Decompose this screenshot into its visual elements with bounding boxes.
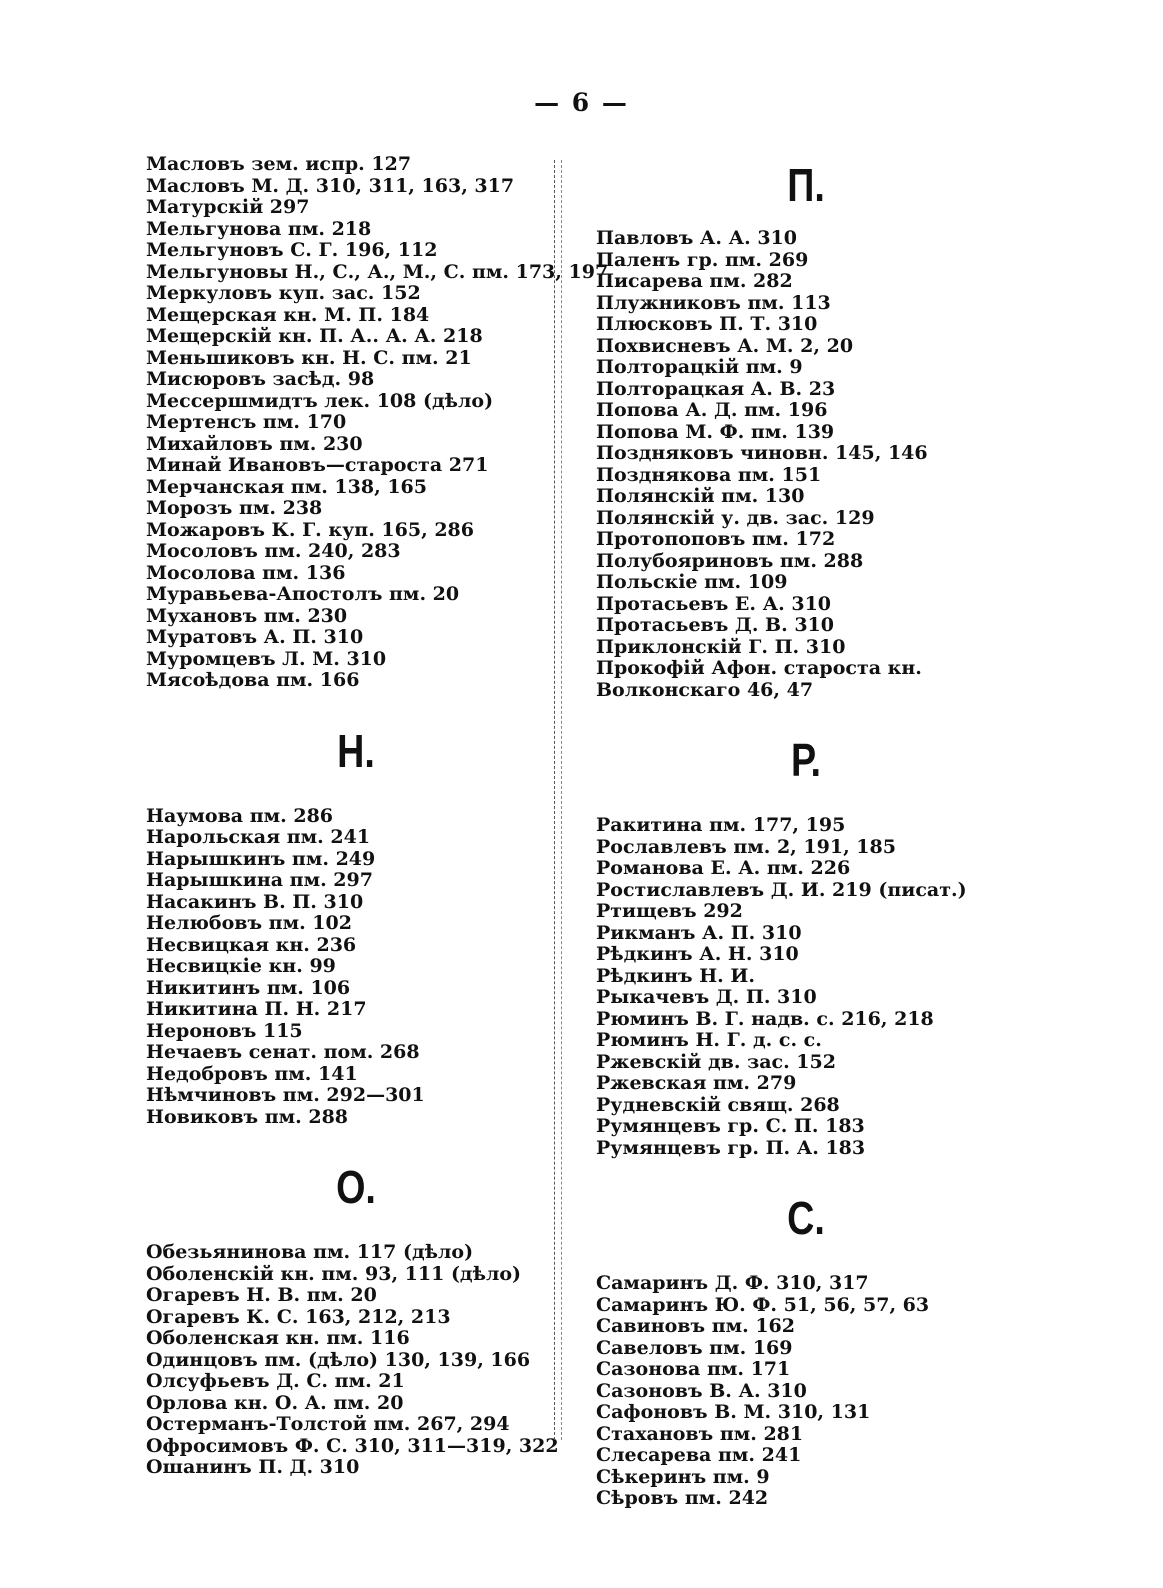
index-entry: Рюминъ Н. Г. д. с. с. bbox=[596, 1029, 822, 1051]
index-entry: Самаринъ Ю. Ф. 51, 56, 57, 63 bbox=[596, 1293, 930, 1316]
entries-n bbox=[146, 806, 566, 1129]
index-entry: Муратовъ А. П. 310 bbox=[146, 626, 364, 648]
index-entry: Паленъ гр. пм. 269 bbox=[596, 248, 809, 271]
index-entry: Протасьевъ Е. А. 310 bbox=[596, 592, 832, 615]
index-entry: Рыкачевъ Д. П. 310 bbox=[596, 986, 817, 1008]
index-entry: Рѣдкинъ А. Н. 310 bbox=[596, 943, 799, 965]
section-s bbox=[596, 1192, 1016, 1510]
index-entry: Приклонскій Г. П. 310 bbox=[596, 635, 846, 658]
index-entry: Мертенсъ пм. 170 bbox=[146, 411, 347, 433]
index-entry: Масловъ зем. испр. 127 bbox=[146, 153, 412, 175]
index-entry: Ошанинъ П. Д. 310 bbox=[146, 1456, 360, 1478]
index-entry: Самаринъ Д. Ф. 310, 317 bbox=[596, 1272, 869, 1294]
index-entry: Мясоѣдова пм. 166 bbox=[146, 669, 360, 691]
index-entry: Нарышкина пм. 297 bbox=[146, 869, 373, 891]
index-entry: Можаровъ К. Г. куп. 165, 286 bbox=[146, 518, 474, 541]
index-entry: Офросимовъ Ф. С. 310, 311—319, 322 bbox=[146, 1434, 559, 1457]
index-entry: Морозъ пм. 238 bbox=[146, 497, 323, 519]
right-column bbox=[596, 154, 1016, 1510]
index-entry: Нечаевъ сенат. пом. 268 bbox=[146, 1041, 420, 1063]
index-entry: Ростиславлевъ Д. И. 219 (писат.) bbox=[596, 878, 967, 901]
entries-p bbox=[596, 228, 1016, 701]
index-entry: Романова Е. А. пм. 226 bbox=[596, 857, 851, 879]
index-entry: Полторацкая А. В. 23 bbox=[596, 377, 836, 400]
index-entry: Ракитина пм. 177, 195 bbox=[596, 814, 846, 836]
section-m-continued bbox=[146, 153, 609, 692]
entries-s bbox=[596, 1273, 1016, 1510]
index-entry: Сазоновъ В. А. 310 bbox=[596, 1379, 807, 1402]
index-entry: Протасьевъ Д. В. 310 bbox=[596, 614, 835, 636]
index-entry: Мосолова пм. 136 bbox=[146, 561, 346, 584]
index-entry: Прокофій Афон. староста кн. Волконскаго 46, 47 bbox=[596, 657, 922, 701]
index-entry: Матурскій 297 bbox=[146, 196, 310, 218]
entries-m bbox=[146, 153, 609, 692]
column-divider bbox=[554, 160, 562, 1440]
index-entry: Нарышкинъ пм. 249 bbox=[146, 847, 376, 870]
index-entry: Оболенскій кн. пм. 93, 111 (дѣло) bbox=[146, 1262, 522, 1285]
index-entry: Меркуловъ куп. зас. 152 bbox=[146, 282, 421, 304]
index-entry: Орлова кн. О. А. пм. 20 bbox=[146, 1391, 404, 1414]
index-entry: Несвицкая кн. 236 bbox=[146, 933, 357, 956]
index-entry: Сѣкеринъ пм. 9 bbox=[596, 1465, 770, 1488]
index-entry: Полянскій у. дв. зас. 129 bbox=[596, 506, 875, 529]
index-entry: Попова А. Д. пм. 196 bbox=[596, 399, 828, 421]
index-entry: Протопоповъ пм. 172 bbox=[596, 528, 836, 550]
left-column bbox=[146, 153, 609, 1479]
index-entry: Попова М. Ф. пм. 139 bbox=[596, 420, 835, 443]
index-entry: Насакинъ В. П. 310 bbox=[146, 890, 364, 913]
index-entry: Румянцевъ гр. П. А. 183 bbox=[596, 1136, 866, 1159]
index-entry: Оболенская кн. пм. 116 bbox=[146, 1327, 410, 1349]
index-entry: Польскіе пм. 109 bbox=[596, 571, 788, 593]
page-number: — 6 — bbox=[534, 88, 629, 117]
index-entry: Рудневскій свящ. 268 bbox=[596, 1093, 840, 1116]
index-entry: Муравьева-Апостолъ пм. 20 bbox=[146, 583, 460, 605]
index-entry: Одинцовъ пм. (дѣло) 130, 139, 166 bbox=[146, 1348, 531, 1371]
index-entry: Полубояриновъ пм. 288 bbox=[596, 549, 864, 572]
index-entry: Ртищевъ 292 bbox=[596, 900, 743, 922]
index-entry: Обезьянинова пм. 117 (дѣло) bbox=[146, 1241, 474, 1263]
entries-o bbox=[146, 1242, 566, 1479]
index-entry: Мельгуновъ С. Г. 196, 112 bbox=[146, 239, 438, 261]
index-entry: Никитинъ пм. 106 bbox=[146, 976, 351, 999]
index-entry: Нелюбовъ пм. 102 bbox=[146, 912, 352, 934]
index-entry: Огаревъ Н. В. пм. 20 bbox=[146, 1284, 377, 1306]
index-entry: Савеловъ пм. 169 bbox=[596, 1336, 793, 1359]
index-entry: Плужниковъ пм. 113 bbox=[596, 291, 831, 314]
index-entry: Павловъ А. А. 310 bbox=[596, 227, 797, 249]
index-entry: Мещерскій кн. П. А.. А. А. 218 bbox=[146, 325, 483, 347]
index-entry: Мещерская кн. М. П. 184 bbox=[146, 303, 430, 326]
index-entry: Остерманъ-Толстой пм. 267, 294 bbox=[146, 1413, 510, 1435]
index-entry: Савиновъ пм. 162 bbox=[596, 1315, 795, 1337]
section-letter-o: О. bbox=[336, 1161, 376, 1213]
index-entry: Румянцевъ гр. С. П. 183 bbox=[596, 1115, 865, 1137]
index-entry: Никитина П. Н. 217 bbox=[146, 998, 367, 1020]
index-entry: Муромцевъ Л. М. 310 bbox=[146, 647, 387, 670]
index-entry: Огаревъ К. С. 163, 212, 213 bbox=[146, 1305, 451, 1328]
index-entry: Мухановъ пм. 230 bbox=[146, 604, 348, 627]
section-letter-r: Р. bbox=[790, 734, 821, 786]
index-entry: Мельгунова пм. 218 bbox=[146, 217, 372, 240]
index-entry: Мельгуновы Н., С., А., М., С. пм. 173, 197 bbox=[146, 260, 609, 283]
index-entry: Несвицкіе кн. 99 bbox=[146, 955, 336, 977]
index-entry: Недобровъ пм. 141 bbox=[146, 1062, 358, 1085]
index-entry: Похвисневъ А. М. 2, 20 bbox=[596, 334, 854, 357]
index-entry: Мессершмидтъ лек. 108 (дѣло) bbox=[146, 389, 494, 412]
section-r bbox=[596, 734, 1016, 1159]
entries-r bbox=[596, 815, 1016, 1159]
index-entry: Меньшиковъ кн. Н. С. пм. 21 bbox=[146, 346, 472, 369]
index-entry: Наумова пм. 286 bbox=[146, 804, 334, 827]
index-entry: Писарева пм. 282 bbox=[596, 270, 793, 292]
index-entry: Сѣровъ пм. 242 bbox=[596, 1487, 769, 1509]
section-letter-p: П. bbox=[787, 159, 825, 211]
index-entry: Стахановъ пм. 281 bbox=[596, 1422, 804, 1445]
index-entry: Полянскій пм. 130 bbox=[596, 485, 805, 507]
section-letter-s: С. bbox=[787, 1192, 825, 1244]
index-entry: Ржевская пм. 279 bbox=[596, 1072, 797, 1094]
index-entry: Плюсковъ П. Т. 310 bbox=[596, 313, 818, 335]
section-o bbox=[146, 1161, 566, 1479]
index-entry: Масловъ М. Д. 310, 311, 163, 317 bbox=[146, 174, 515, 197]
index-entry: Поздняковъ чиновн. 145, 146 bbox=[596, 442, 928, 464]
section-p bbox=[596, 154, 1016, 701]
section-letter-n: Н. bbox=[337, 724, 375, 777]
index-entry: Минай Ивановъ—староста 271 bbox=[146, 454, 489, 476]
index-entry: Рюминъ В. Г. надв. с. 216, 218 bbox=[596, 1007, 934, 1030]
index-entry: Олсуфьевъ Д. С. пм. 21 bbox=[146, 1370, 405, 1392]
index-entry: Нѣмчиновъ пм. 292—301 bbox=[146, 1084, 425, 1106]
index-entry: Слесарева пм. 241 bbox=[596, 1444, 802, 1466]
index-entry: Нероновъ 115 bbox=[146, 1019, 303, 1042]
index-entry: Сазонова пм. 171 bbox=[596, 1358, 791, 1380]
index-entry: Рикманъ А. П. 310 bbox=[596, 921, 802, 944]
index-entry: Мерчанская пм. 138, 165 bbox=[146, 475, 427, 498]
index-entry: Новиковъ пм. 288 bbox=[146, 1105, 349, 1128]
section-n bbox=[146, 724, 566, 1129]
index-entry: Сафоновъ В. М. 310, 131 bbox=[596, 1401, 871, 1423]
index-entry: Рѣдкинъ Н. И. bbox=[596, 964, 755, 987]
index-entry: Михайловъ пм. 230 bbox=[146, 432, 363, 455]
index-entry: Рославлевъ пм. 2, 191, 185 bbox=[596, 835, 896, 858]
index-entry: Полторацкій пм. 9 bbox=[596, 356, 803, 378]
index-entry: Позднякова пм. 151 bbox=[596, 463, 822, 486]
index-entry: Мосоловъ пм. 240, 283 bbox=[146, 540, 401, 562]
index-entry: Ржевскій дв. зас. 152 bbox=[596, 1050, 836, 1073]
index-entry: Мисюровъ засѣд. 98 bbox=[146, 368, 375, 390]
index-entry: Нарольская пм. 241 bbox=[146, 826, 371, 848]
